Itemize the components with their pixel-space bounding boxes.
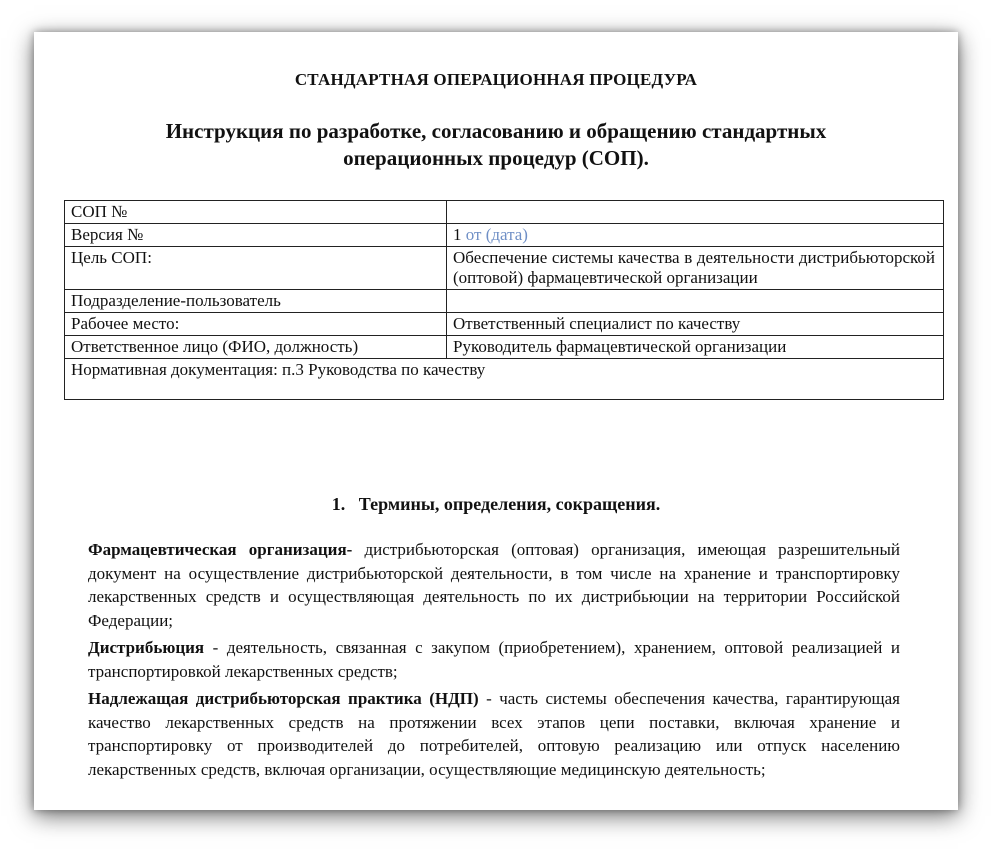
version-date-placeholder: от (дата) (465, 225, 528, 244)
table-cell-label: Ответственное лицо (ФИО, должность) (65, 336, 447, 359)
table-row (65, 201, 944, 224)
table-cell-value (447, 224, 944, 247)
table-cell-value (447, 201, 944, 224)
table-row (65, 224, 944, 247)
table-cell-label: Рабочее место: (65, 313, 447, 336)
document-page (34, 32, 958, 810)
document-type-heading: СТАНДАРТНАЯ ОПЕРАЦИОННАЯ ПРОЦЕДУРА (294, 70, 698, 89)
table-cell-value: Руководитель фармацевтической организации (447, 336, 944, 359)
table-cell-value: Ответственный специалист по качеству (447, 313, 944, 336)
table-row (65, 359, 944, 400)
table-row (65, 247, 944, 290)
definitions-text (88, 538, 900, 785)
document-title: Инструкция по разработке, согласованию и обращению стандартных операционных процедур (СОП). (165, 119, 827, 170)
definition-text: дистрибьюторская (оптовая) организация, имеющая разрешительный документ на осуществление дистрибьюторской деятельности, в том числе на хранение и транспортировку лекарственных средств и осуществляющая деятельность по их дистрибьюции на территории Российской Федерации; (88, 540, 901, 630)
table-cell-label: Цель СОП: (65, 247, 447, 290)
table-cell-label: Версия № (65, 224, 447, 247)
definition-paragraph (88, 636, 900, 683)
sop-info-table (64, 200, 944, 400)
normative-docs-cell: Нормативная документация: п.3 Руководства по качеству (65, 359, 944, 400)
definition-text: - деятельность, связанная с закупом (приобретением), хранением, оптовой реализацией и транспортировкой лекарственных средств; (88, 638, 900, 681)
definition-paragraph (88, 687, 900, 781)
definition-term: Дистрибьюция (88, 638, 205, 657)
section-number: 1. (331, 494, 346, 514)
table-row (65, 336, 944, 359)
table-cell-label: СОП № (65, 201, 447, 224)
definition-term: Фармацевтическая организация- (88, 540, 353, 559)
version-number: 1 (453, 225, 462, 244)
section-title: Термины, определения, сокращения. (358, 494, 661, 514)
section-heading (34, 494, 958, 515)
table-row (65, 290, 944, 313)
table-row (65, 313, 944, 336)
definition-term: Надлежащая дистрибьюторская практика (НДП) (88, 689, 479, 708)
definition-text: - часть системы обеспечения качества, гарантирующая качество лекарственных средств на протяжении всех этапов цепи поставки, включая хранение и транспортировку от производителей до потребителей, оптовую реализацию или отпуск населению лекарственных средств, включая организации, осуществляющие медицинскую деятельность; (88, 689, 900, 779)
table-cell-value (447, 290, 944, 313)
table-cell-label: Подразделение-пользователь (65, 290, 447, 313)
table-cell-value: Обеспечение системы качества в деятельности дистрибьюторской (оптовой) фармацевтической организации (447, 247, 944, 290)
definition-paragraph (88, 538, 900, 632)
